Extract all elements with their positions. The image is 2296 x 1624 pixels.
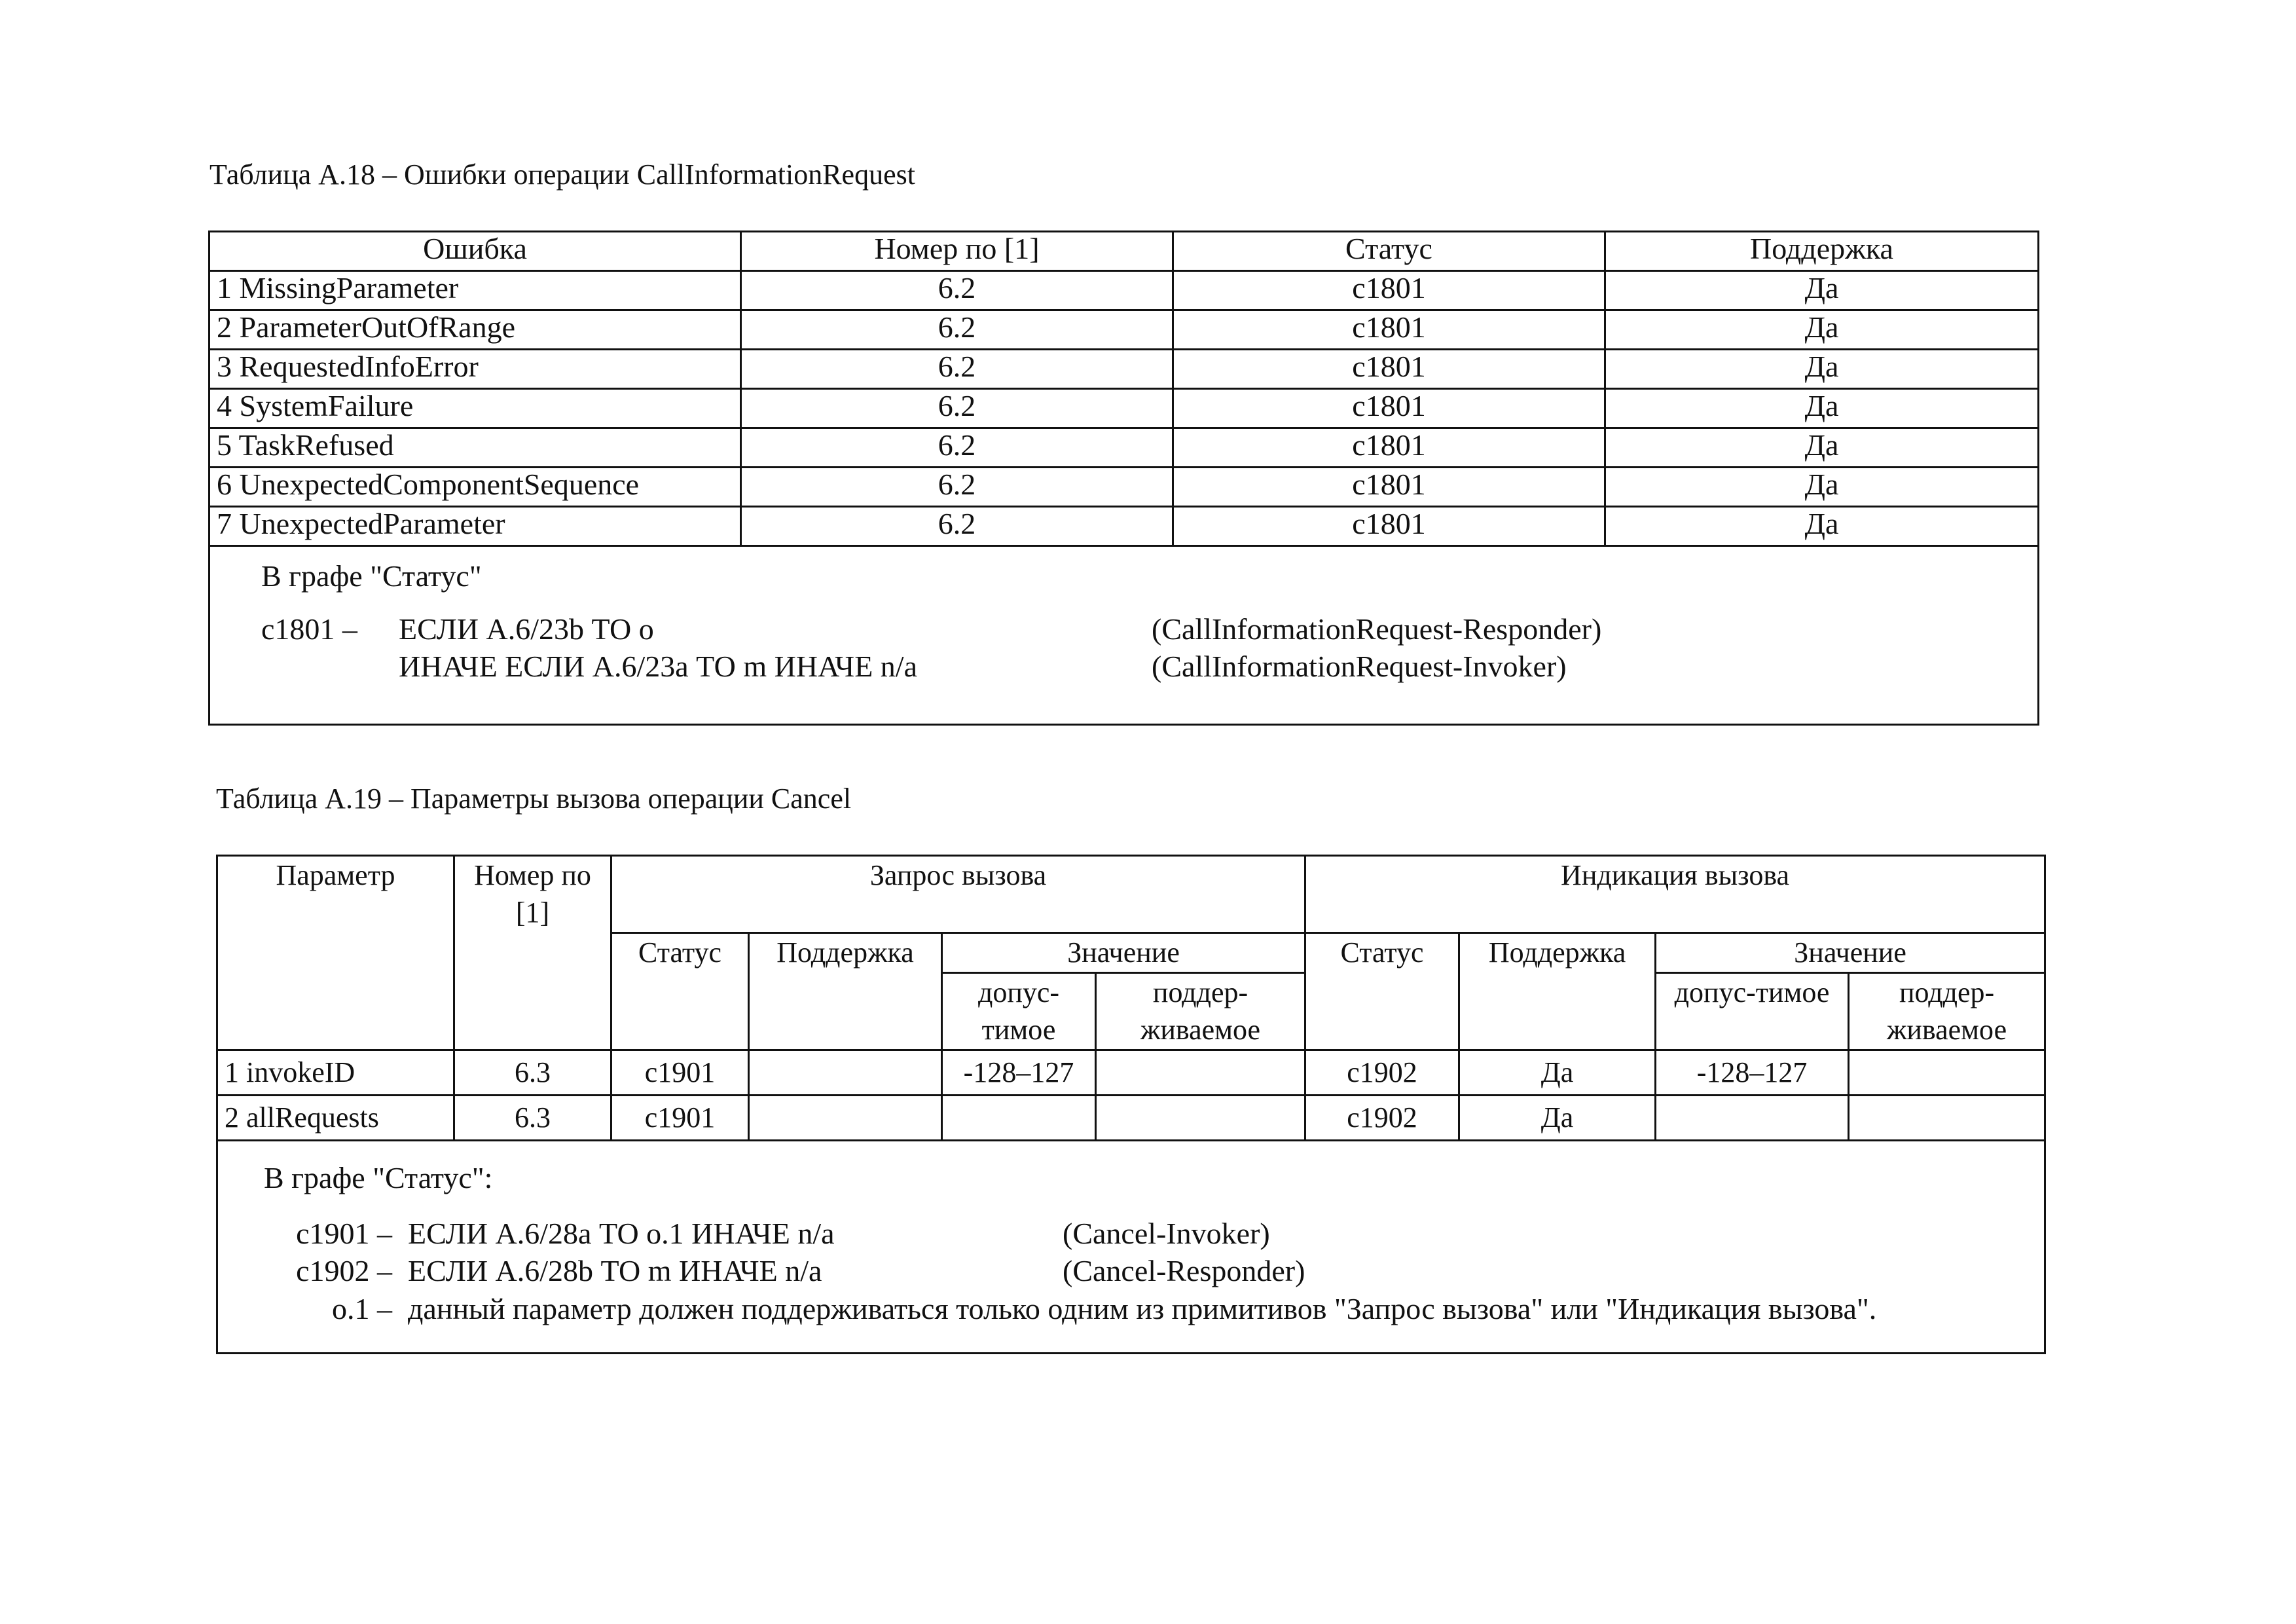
note-ref: (Cancel-Invoker)	[1063, 1216, 1270, 1250]
support-cell: Да	[1605, 350, 2039, 389]
request-support-cell	[749, 1096, 942, 1141]
support-cell: Да	[1605, 271, 2039, 310]
table-a19-header-row-1	[217, 856, 2045, 933]
error-cell: 2 ParameterOutOfRange	[210, 310, 741, 350]
header-request: Запрос вызова	[611, 856, 1305, 933]
note-line	[264, 1215, 1998, 1253]
param-cell: 2 allRequests	[217, 1096, 454, 1141]
indication-support-cell: Да	[1459, 1096, 1656, 1141]
number-cell: 6.2	[741, 271, 1173, 310]
indication-allowed-cell: -128–127	[1656, 1050, 1849, 1096]
header-indication-supported: поддер-живаемое	[1849, 973, 2045, 1050]
table-a19	[216, 855, 2046, 1354]
note-key: c1901 –	[296, 1216, 392, 1250]
header-request-support: Поддержка	[749, 933, 942, 1050]
number-cell: 6.2	[741, 428, 1173, 468]
indication-supported-cell	[1849, 1050, 2045, 1096]
note-line	[261, 648, 1986, 686]
error-cell: 5 TaskRefused	[210, 428, 741, 468]
header-indication-allowed: допус-тимое	[1656, 973, 1849, 1050]
note-ref: (Cancel-Responder)	[1063, 1254, 1305, 1288]
table-row	[210, 468, 2039, 507]
request-supported-cell	[1096, 1050, 1305, 1096]
support-cell: Да	[1605, 468, 2039, 507]
indication-allowed-cell	[1656, 1096, 1849, 1141]
indication-supported-cell	[1849, 1096, 2045, 1141]
header-number: Номер по [1]	[741, 232, 1173, 271]
table-a18-notes	[210, 546, 2039, 725]
note-key: c1902 –	[296, 1254, 392, 1288]
note-line	[264, 1290, 1998, 1328]
note-line	[264, 1252, 1998, 1290]
support-cell: Да	[1605, 507, 2039, 546]
table-a18	[208, 231, 2039, 726]
error-cell: 7 UnexpectedParameter	[210, 507, 741, 546]
note-condition: ЕСЛИ А.6/28b ТО m ИНАЧЕ n/a	[408, 1254, 822, 1288]
status-cell: c1801	[1173, 350, 1605, 389]
number-cell: 6.3	[454, 1050, 611, 1096]
header-indication-support: Поддержка	[1459, 933, 1656, 1050]
indication-status-cell: c1902	[1305, 1096, 1459, 1141]
header-request-value: Значение	[942, 933, 1305, 973]
status-cell: c1801	[1173, 507, 1605, 546]
note-ref: (CallInformationRequest-Responder)	[1152, 612, 1602, 646]
status-cell: c1801	[1173, 468, 1605, 507]
status-cell: c1801	[1173, 428, 1605, 468]
note-condition: данный параметр должен поддерживаться только одним из примитивов "Запрос вызова" или "Индикация вызова".	[408, 1291, 1877, 1325]
table-a18-header-row	[210, 232, 2039, 271]
notes-title: В графе "Статус"	[261, 559, 482, 593]
number-cell: 6.2	[741, 310, 1173, 350]
header-indication-value: Значение	[1656, 933, 2045, 973]
header-error: Ошибка	[210, 232, 741, 271]
header-param: Параметр	[217, 856, 454, 1050]
error-cell: 1 MissingParameter	[210, 271, 741, 310]
error-cell: 3 RequestedInfoError	[210, 350, 741, 389]
error-cell: 4 SystemFailure	[210, 389, 741, 428]
request-status-cell: c1901	[611, 1096, 749, 1141]
status-cell: c1801	[1173, 389, 1605, 428]
request-status-cell: c1901	[611, 1050, 749, 1096]
note-ref: (CallInformationRequest-Invoker)	[1152, 650, 1567, 684]
header-status: Статус	[1173, 232, 1605, 271]
table-a18-caption: Таблица А.18 – Ошибки операции CallInformationRequest	[210, 158, 915, 191]
header-request-allowed: допус-тимое	[942, 973, 1096, 1050]
table-row	[210, 507, 2039, 546]
header-support: Поддержка	[1605, 232, 2039, 271]
request-support-cell	[749, 1050, 942, 1096]
table-row	[217, 1096, 2045, 1141]
note-condition: ЕСЛИ А.6/28a ТО o.1 ИНАЧЕ n/a	[408, 1216, 835, 1250]
header-number: Номер по [1]	[454, 856, 611, 1050]
support-cell: Да	[1605, 428, 2039, 468]
table-row	[210, 389, 2039, 428]
number-cell: 6.2	[741, 468, 1173, 507]
header-request-status: Статус	[611, 933, 749, 1050]
number-cell: 6.2	[741, 350, 1173, 389]
param-cell: 1 invokeID	[217, 1050, 454, 1096]
indication-status-cell: c1902	[1305, 1050, 1459, 1096]
request-allowed-cell: -128–127	[942, 1050, 1096, 1096]
note-condition: ИНАЧЕ ЕСЛИ А.6/23a ТО m ИНАЧЕ n/a	[399, 650, 917, 684]
error-cell: 6 UnexpectedComponentSequence	[210, 468, 741, 507]
status-cell: c1801	[1173, 310, 1605, 350]
table-row	[210, 428, 2039, 468]
table-row	[210, 271, 2039, 310]
table-a19-notes-row	[217, 1141, 2045, 1354]
support-cell: Да	[1605, 389, 2039, 428]
notes-title: В графе "Статус":	[264, 1161, 493, 1194]
note-key: o.1 –	[332, 1291, 392, 1325]
note-line	[261, 610, 1986, 648]
header-indication: Индикация вызова	[1305, 856, 2045, 933]
table-a18-notes-row	[210, 546, 2039, 725]
table-row	[210, 310, 2039, 350]
note-condition: ЕСЛИ А.6/23b ТО o	[399, 612, 654, 646]
table-a19-notes	[217, 1141, 2045, 1354]
status-cell: c1801	[1173, 271, 1605, 310]
number-cell: 6.2	[741, 389, 1173, 428]
request-supported-cell	[1096, 1096, 1305, 1141]
table-row	[217, 1050, 2045, 1096]
header-request-supported: поддер-живаемое	[1096, 973, 1305, 1050]
table-row	[210, 350, 2039, 389]
number-cell: 6.3	[454, 1096, 611, 1141]
header-indication-status: Статус	[1305, 933, 1459, 1050]
note-key	[261, 648, 399, 686]
support-cell: Да	[1605, 310, 2039, 350]
request-allowed-cell	[942, 1096, 1096, 1141]
note-key: c1801 –	[261, 612, 357, 646]
number-cell: 6.2	[741, 507, 1173, 546]
table-a19-caption: Таблица А.19 – Параметры вызова операции Cancel	[216, 783, 852, 815]
indication-support-cell: Да	[1459, 1050, 1656, 1096]
